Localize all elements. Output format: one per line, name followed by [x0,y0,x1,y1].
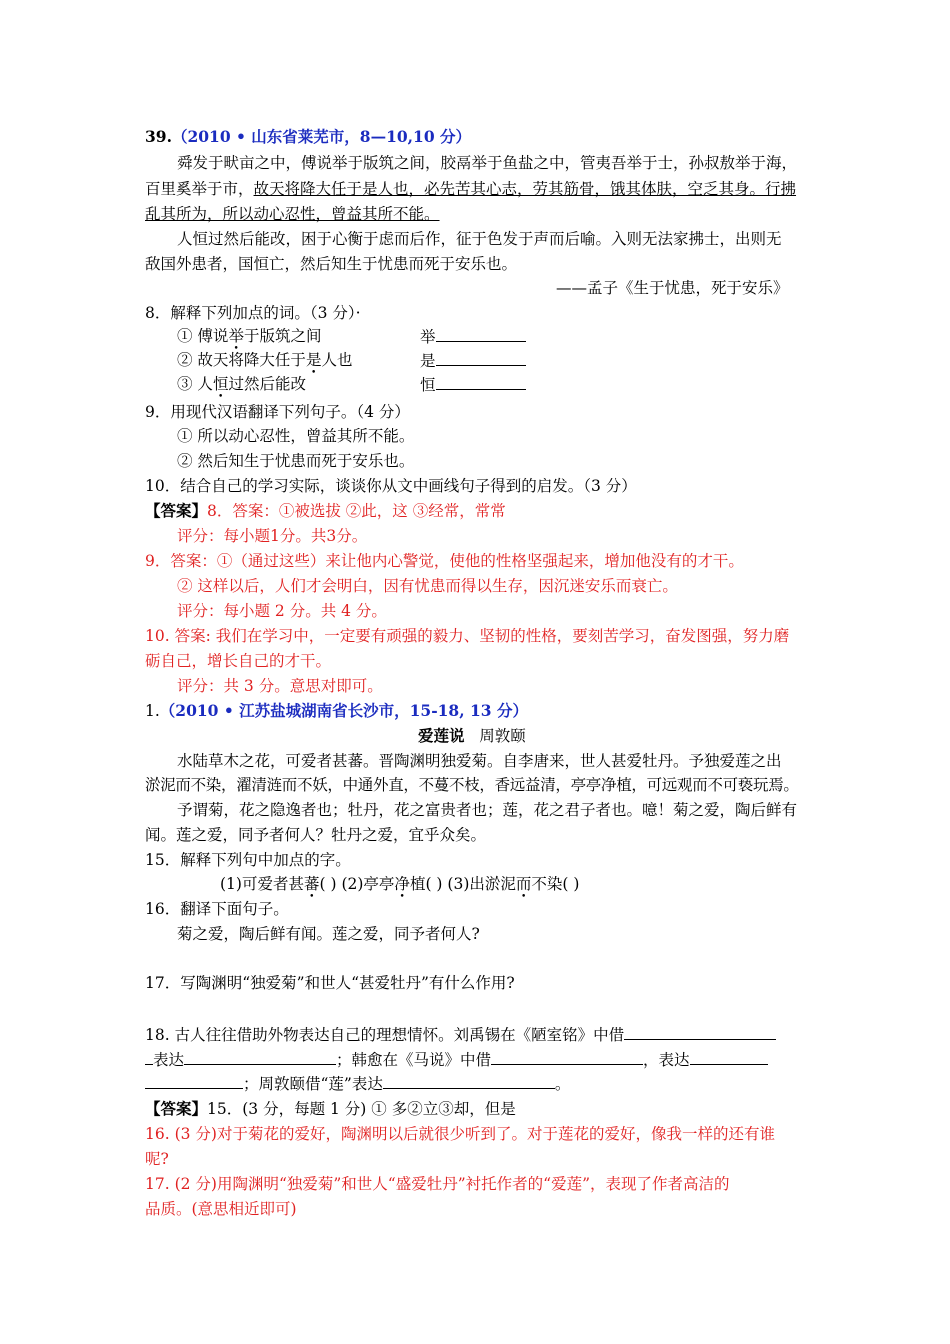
q8-item [177,350,352,370]
passage-line: 闻。莲之爱，同予者何人？牡丹之爱，宜乎众矣。 [145,826,487,844]
q8-answer-slot [420,350,526,371]
answer-blank[interactable] [690,1049,768,1065]
q8-answer-slot [420,374,526,395]
passage-line: 人恒过然后能改，困于心衡于虑而后作，征于色发于声而后喻。入则无法家拂士，出则无 [177,230,782,248]
answer-tag: 【答案】 [145,501,208,520]
answer-blank[interactable] [145,1049,153,1065]
answer-17: 17. (2 分)用陶渊明“独爱菊”和世人“盛爱牡丹”衬托作者的“爱莲”，表现了作者高洁的 [145,1175,730,1193]
item-text: ① 傅说 [177,327,229,345]
answer-8: 8．答案：①被选拔 ②此，这 ③经常，常常 [207,502,506,520]
dotted-char: 蕃 [303,875,320,893]
item-text: ( ) [319,875,337,893]
answer-blank[interactable] [436,350,526,366]
passage-line: 淤泥而不染，濯清涟而不妖，中通外直，不蔓不枝，香远益清，亭亭净植，可远观而不可亵玩焉。 [145,776,799,794]
answer-10: 10. 答案: 我们在学习中，一定要有顽强的毅力、坚韧的性格，要刻苦学习，奋发图强，努力磨 [145,627,790,645]
answer-blank[interactable] [436,326,526,342]
q1-number: 1. [145,702,160,720]
answer-score: 评分：每小题 2 分。共 4 分。 [177,602,387,620]
poem-title: 爱莲说 [418,726,465,745]
q18-text: ；韩愈在《马说》中借 [336,1051,492,1069]
q39-source: （2010 • 山东省莱芜市，8—10,10 分） [171,127,472,146]
answer-blank[interactable] [491,1049,643,1065]
slot-label: 举 [420,328,436,346]
q9-item: ② 然后知生于忧患而死于安乐也。 [177,452,415,470]
q15-items [220,874,579,894]
item-text: (3)出淤泥 [447,875,516,893]
item-text: 过然后能改 [228,375,306,393]
answer-tag: 【答案】 [145,1099,208,1118]
q39-number: 39. [145,127,172,146]
q8-item [177,326,321,346]
dotted-char: 净 [394,875,410,893]
answer-blank[interactable] [436,374,526,390]
slot-label: 是 [420,352,436,370]
q18-line [145,1073,570,1094]
q18-text: ，表达 [643,1051,690,1069]
passage-line: 舜发于畎亩之中，傅说举于版筑之间，胶鬲举于鱼盐之中，管夷吾举于士，孙叔敖举于海， [177,154,798,172]
answer-9: 9．答案：①（通过这些）来让他内心警觉，使他的性格坚强起来，增加他没有的才干。 [145,552,744,570]
item-text: 于版筑之间 [243,327,322,345]
q16-sentence: 菊之爱，陶后鲜有闻。莲之爱，同予者何人? [177,925,480,943]
q10-stem: 10．结合自己的学习实际，谈谈你从文中画线句子得到的启发。（3 分） [145,477,637,495]
q18-text: 。 [554,1075,571,1093]
dotted-char: 举 [228,327,244,345]
q8-item [177,374,306,394]
answer-block [145,1099,516,1119]
q18-line [145,1024,776,1045]
q18-line [145,1049,768,1070]
dotted-char: 而 [515,875,532,893]
item-text: (1)可爱者甚 [220,875,304,893]
q18-text: 表达 [153,1051,185,1069]
attribution: ——孟子《生于忧患，死于安乐》 [556,279,789,297]
underlined-sentence: 故天将降大任于是人也，必先苦其心志，劳其筋骨，饿其体肤，空乏其身。行拂 [253,180,797,198]
q1-header [145,701,528,721]
underlined-sentence: 乱其所为，所以动心忍性，曾益其所不能。 [145,205,440,223]
dotted-char: 恒 [212,375,229,393]
slot-label: 恒 [420,376,436,394]
poem-title-line [418,726,526,746]
dotted-char: 是 [305,351,322,369]
q18-text: ；周敦颐借“莲”表达 [243,1075,383,1093]
passage-line: 敌国外患者，国恒亡，然后知生于忧患而死于安乐也。 [145,255,518,273]
answer-16: 呢? [145,1150,169,1168]
q8-stem: 8．解释下列加点的词。（3 分）· [145,304,361,322]
q9-item: ① 所以动心忍性，曾益其所不能。 [177,427,415,445]
q17-stem: 17．写陶渊明“独爱菊”和世人“甚爱牡丹”有什么作用? [145,974,515,992]
item-text: ③ 人 [177,375,213,393]
answer-blank[interactable] [184,1049,336,1065]
answer-score: 评分：每小题1分。共3分。 [177,527,368,545]
q8-answer-slot [420,326,526,347]
q39-header [145,127,471,147]
q9-stem: 9．用现代汉语翻译下列句子。（4 分） [145,403,410,421]
answer-9: ② 这样以后，人们才会明白，因有忧患而得以生存，因沉迷安乐而衰亡。 [177,577,678,595]
item-text: 植( ) [409,875,443,893]
answer-15: 15．(3 分，每题 1 分) ① 多②立③却，但是 [207,1100,516,1118]
passage-text: 百里奚举于市， [145,180,254,198]
q16-stem: 16．翻译下面句子。 [145,900,289,918]
answer-block [145,501,506,521]
q18-text: 18. 古人往往借助外物表达自己的理想情怀。刘禹锡在《陋室铭》中借 [145,1026,625,1044]
passage-line: 水陆草木之花，可爱者甚蕃。晋陶渊明独爱菊。自李唐来，世人甚爱牡丹。予独爱莲之出 [177,752,782,770]
passage-line [145,179,796,199]
q1-source: （2010 • 江苏盐城湖南省长沙市，15-18, 13 分） [159,701,528,720]
answer-blank[interactable] [383,1073,555,1089]
answer-10: 砺自己，增长自己的才干。 [145,652,332,670]
item-text: 不染( ) [531,875,580,893]
poem-author: 周敦颐 [479,727,526,745]
answer-blank[interactable] [624,1024,776,1040]
item-text: (2)亭亭 [341,875,395,893]
item-text: 人也 [321,351,353,369]
answer-16: 16. (3 分)对于菊花的爱好，陶渊明以后就很少听到了。对于莲花的爱好，像我一样的还有谁 [145,1125,775,1143]
q15-stem: 15．解释下列句中加点的字。 [145,851,351,869]
answer-score: 评分：共 3 分。意思对即可。 [177,677,383,695]
answer-17: 品质。(意思相近即可) [145,1200,297,1218]
item-text: ② 故天将降大任于 [177,351,306,369]
passage-line: 予谓菊，花之隐逸者也；牡丹，花之富贵者也；莲，花之君子者也。噫！菊之爱，陶后鲜有 [177,801,798,819]
answer-blank[interactable] [145,1073,243,1089]
